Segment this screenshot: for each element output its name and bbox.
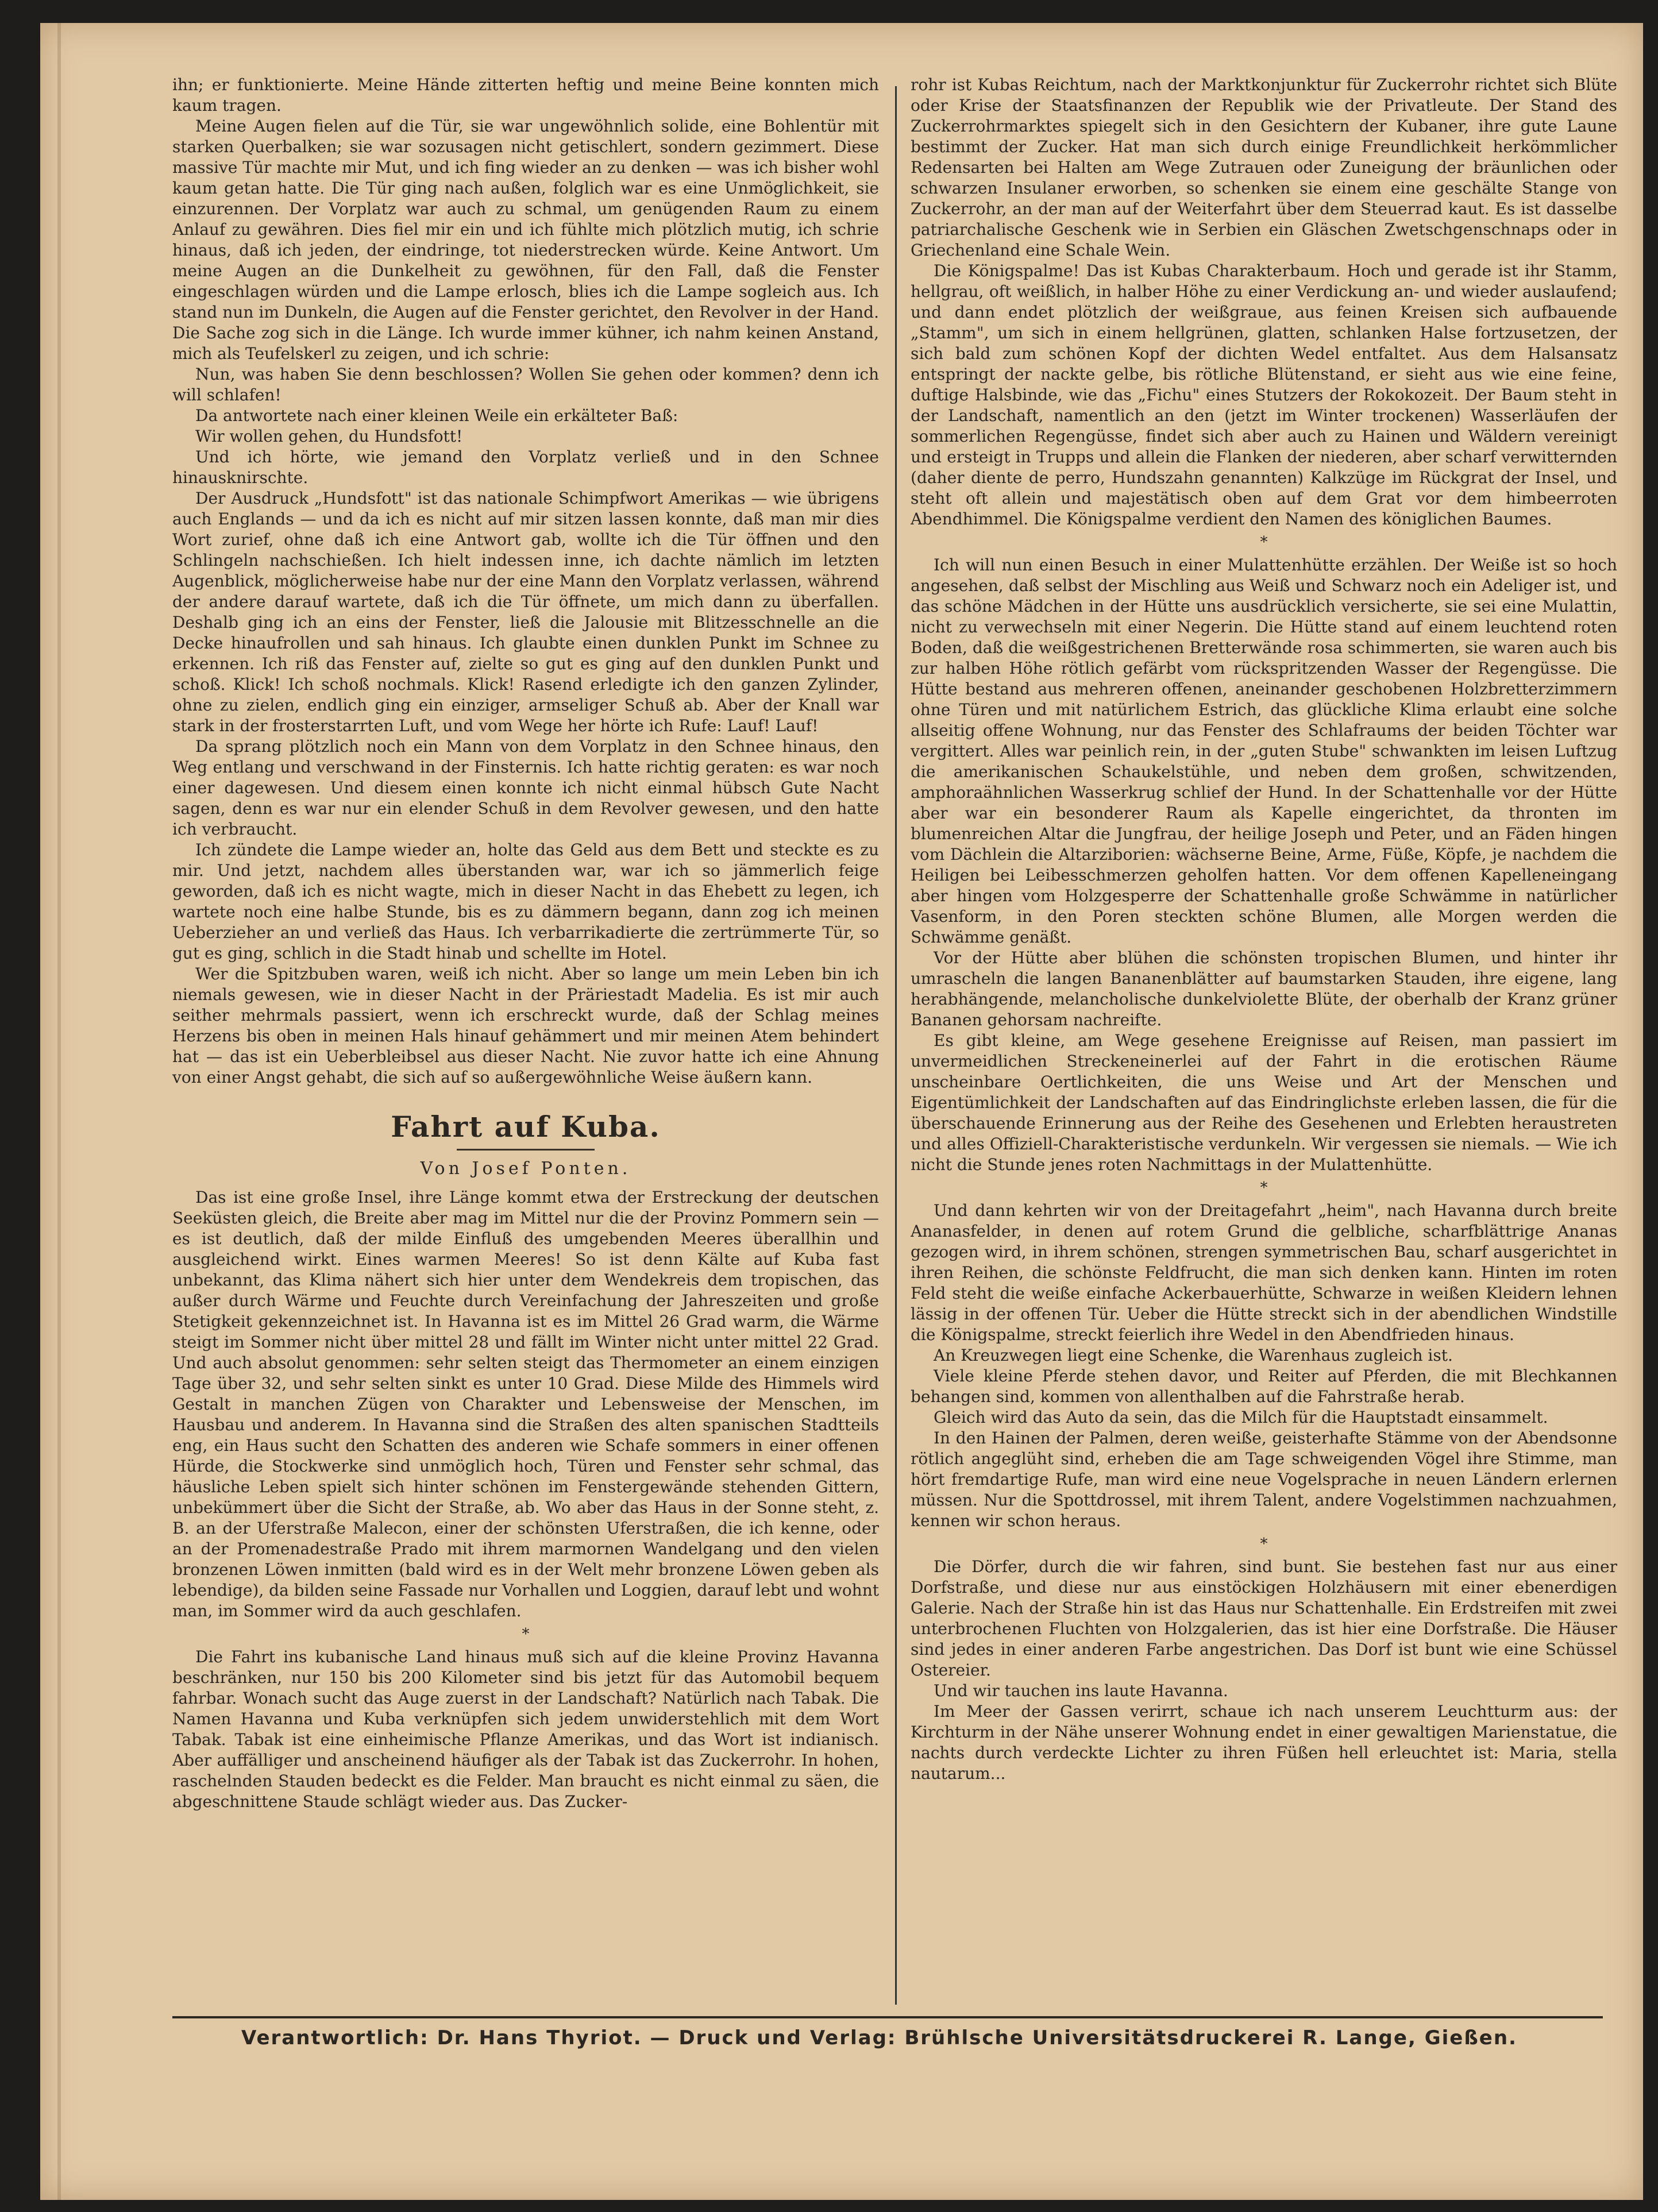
story-paragraph: Da sprang plötzlich noch ein Mann von dem Vorplatz in den Schnee hinaus, den Weg entlang und verschwand in der Finsternis. Ich hatte richtig geraten: es war noch einer dagewesen. Und diesem einen konnte ich nicht einmal hübsch Gute Nacht sagen, denn es war nur ein elender Schuß in dem Revolver gewesen, und den hatte ich verbraucht. [172,737,879,839]
article-paragraph: Das ist eine große Insel, ihre Länge kommt etwa der Erstreckung der deutschen Seeküsten gleich, die Breite aber mag im Mittel nur die der Provinz Pommern sein — es ist deutlich, daß der milde Einfluß des umgebenden Meeres überallhin und ausgleichend wirkt. Eines warmen Meeres! So ist denn Kälte auf Kuba fast unbekannt, das Klima nähert sich hier unter dem Wendekreis dem tropischen, das außer durch Wärme und Feuchte durch Vereinfachung der Jahreszeiten und große Stetigkeit gekennzeichnet ist. In Havanna ist es im Mittel 26 Grad warm, die Wärme steigt im Sommer nicht über mittel 28 und fällt im Winter nicht unter mittel 22 Grad. Und auch absolut genommen: sehr selten steigt das Thermometer an einem einzigen Tage über 32, und sehr selten sinkt es unter 10 Grad. Diese Milde des Himmels wird Gestalt in manchen Zügen von Charakter und Lebensweise der Menschen, im Hausbau und anderem. In Havanna sind die Straßen des alten spanischen Stadtteils eng, ein Haus sucht den Schatten des anderen wie Schafe sommers in einer offenen Hürde, die Stockwerke sind unmöglich hoch, Türen und Fenster sehr schmal, das häusliche Leben spielt sich hinter schönen im Fenstergewände stehenden Gittern, unbekümmert über die Sicht der Straße, ab. Wo aber das Haus in der Sonne steht, z. B. an der Uferstraße Malecon, einer der schönsten Uferstraßen, die ich kenne, oder an der Promenadestraße Prado mit ihrem marmornen Wandelgang und den vielen bronzenen Löwen inmitten (bald wird es in der Welt mehr bronzene Löwen geben als lebendige), da bilden seine Fassade nur Vorhallen und Loggien, darauf lebt und wohnt man, im Sommer wird da auch geschlafen. [172,1188,879,1620]
publisher-imprint: Verantwortlich: Dr. Hans Thyriot. — Druck und Verlag: Brühlsche Universitätsdruckerei R. Lange, Gießen. [241,2026,1517,2049]
left-column [172,75,879,2005]
section-separator: * [1260,1179,1268,1196]
story-paragraph: Meine Augen fielen auf die Tür, sie war ungewöhnlich solide, eine Bohlentür mit starken Querbalken; sie war sozusagen nicht getischlert, sondern gezimmert. Diese massive Tür machte mir Mut, und ich fing wieder an zu denken — was ich bisher wohl kaum getan hatte. Die Tür ging nach außen, folglich war es eine Unmöglichkeit, sie einzurennen. Der Vorplatz war auch zu schmal, um genügenden Raum zu einem Anlauf zu gewähren. Dies fiel mir ein und ich fühlte mich plötzlich mutig, ich schrie hinaus, daß ich jeden, der eindringe, tot niederstrecken würde. Keine Antwort. Um meine Augen an die Dunkelheit zu gewöhnen, für den Fall, daß die Fenster eingeschlagen würden und die Lampe erlosch, blies ich die Lampe sogleich aus. Ich stand nun im Dunkeln, die Augen auf die Fenster gerichtet, den Revolver in der Hand. Die Sache zog sich in die Länge. Ich wurde immer kühner, ich nahm keinen Anstand, mich als Teufelskerl zu zeigen, und ich schrie: [172,117,879,363]
article-paragraph: Und wir tauchen ins laute Havanna. [934,1681,1228,1700]
story-paragraph: Wir wollen gehen, du Hundsfott! [195,427,463,446]
story-paragraph: Da antwortete nach einer kleinen Weile ein erkälteter Baß: [195,406,678,425]
article-paragraph: Vor der Hütte aber blühen die schönsten tropischen Blumen, und hinter ihr umrascheln die langen Bananenblätter auf baumstarken Stauden, ihre eigene, lang herabhängende, melancholische dunkelviolette Blüte, der oberhalb der Kranz grüner Bananen gehorsam nachreifte. [911,948,1617,1029]
footer-rule [172,2016,1603,2018]
right-column [911,75,1617,2005]
story-paragraph: Und ich hörte, wie jemand den Vorplatz verließ und in den Schnee hinausknirschte. [172,447,879,487]
story-paragraph: Nun, was haben Sie denn beschlossen? Wollen Sie gehen oder kommen? denn ich will schlafen! [172,365,879,404]
article-paragraph: Gleich wird das Auto da sein, das die Milch für die Hauptstadt einsammelt. [934,1408,1548,1427]
article-paragraph: Es gibt kleine, am Wege gesehene Ereignisse auf Reisen, man passiert im unvermeidlichen Streckeneinerlei auf der Fahrt in die erotischen Räume unscheinbare Oertlichkeiten, die uns Weise und Art der Menschen und Eigentümlichkeit der Landschaften auf das Eindringlichste erleben lassen, die für die überschauende Erinnerung aus der Reihe des Gesehenen und Erlebten heraustreten und alles Offiziell-Charakteristische verdunkeln. Wir vergessen sie niemals. — Wie ich nicht die Stunde jenes roten Nachmittags in der Mulattenhütte. [911,1031,1617,1174]
story-paragraph: Wer die Spitzbuben waren, weiß ich nicht. Aber so lange um mein Leben bin ich niemals gewesen, wie in dieser Nacht in der Präriestadt Madelia. Es ist mir auch seither mehrmals passiert, wenn ich erschreckt wurde, daß der Schlag meines Herzens bis oben in meinen Hals hinauf gehämmert und mir meinen Atem behindert hat — das ist ein Ueberbleibsel aus dieser Nacht. Nie zuvor hatte ich eine Ahnung von einer Angst gehabt, die sich auf so außergewöhnliche Weise äußern kann. [172,964,879,1087]
article-paragraph: Ich will nun einen Besuch in einer Mulattenhütte erzählen. Der Weiße ist so hoch angesehen, daß selbst der Mischling aus Weiß und Schwarz noch ein Adeliger ist, und das schöne Mädchen in der Hütte uns ausdrücklich versicherte, sie sei eine Mulattin, nicht zu verwechseln mit einer Negerin. Die Hütte stand auf einem leuchtend roten Boden, daß die weißgestrichenen Bretterwände rosa schimmerten, sie waren auch bis zur halben Höhe rötlich gefärbt vom rückspritzenden Wasser der Regengüsse. Die Hütte bestand aus mehreren offenen, aneinander geschobenen Holzbretterzimmern ohne Türen und mit natürlichem Estrich, das glückliche Klima erlaubt eine solche allseitig offene Wohnung, nur das Fenster des Schlafraums der beiden Töchter war vergittert. Alles war peinlich rein, in der „guten Stube" schwankten im leisen Luftzug die amerikanischen Schaukelstühle, und neben dem großen, schwitzenden, amphoraähnlichen Wasserkrug schlief der Hund. In der Schattenhalle vor der Hütte aber war ein besonderer Raum als Kapelle eingerichtet, da thronten im blumenreichen Altar die Jungfrau, der heilige Joseph und Peter, und an Fäden hingen vom Dächlein die Altarziborien: wächserne Beine, Arme, Füße, Köpfe, je nachdem die Heiligen bei Leibesschmerzen geholfen hatten. Vor dem offenen Kapelleneingang aber hingen vom Holzgesperre der Schattenhalle große Schwämme in natürlicher Vasenform, in den Poren steckten schöne Blumen, alle Morgen werden die Schwämme genäßt. [911,555,1617,947]
section-separator: * [1260,1535,1268,1553]
article-paragraph: Die Königspalme! Das ist Kubas Charakterbaum. Hoch und gerade ist ihr Stamm, hellgrau, oft weißlich, in halber Höhe zu einer Verdickung an- und wieder auslaufend; und dann endet plötzlich der weißgraue, aus feinen Kreisen sich aufbauende „Stamm", um sich in einem hellgrünen, glatten, schlanken Halse fortzusetzen, der sich bald zum schönen Kopf der dichten Wedel entfaltet. Aus dem Halsansatz entspringt der nackte gelbe, bis rötliche Blütenstand, er sieht aus wie eine feine, duftige Halsbinde, wie das „Fichu" eines Stutzers der Rokokozeit. Der Baum steht in der Landschaft, namentlich an den (jetzt im Winter trockenen) Wasserläufen der sommerlichen Regengüsse, findet sich aber auch zu Hainen und Wäldern vereinigt und ersteigt in Trupps und allein die Flanken der niederen, aber scharf verwitternden (daher diente de perro, Hundszahn genannten) Kalkzüge im Rückgrat der Insel, und steht oft allein und majestätisch oben auf dem Grat vor dem himbeerroten Abendhimmel. Die Königspalme verdient den Namen des königlichen Baumes. [911,261,1617,528]
headline-rule [457,1149,595,1151]
story-paragraph: Der Ausdruck „Hundsfott" ist das nationale Schimpfwort Amerikas — wie übrigens auch Englands — und da ich es nicht auf mir sitzen lassen konnte, daß man mir dies Wort zurief, ohne daß ich eine Antwort gab, wollte ich die Tür öffnen und den Schlingeln nachschießen. Ich hielt indessen inne, ich dachte nämlich im letzten Augenblick, möglicherweise habe nur der eine Mann den Vorplatz verlassen, während der andere darauf wartete, daß ich die Tür öffnete, um mich dann zu überfallen. Deshalb ging ich an eins der Fenster, ließ die Jalousie mit Blitzesschnelle an die Decke hinaufrollen und sah hinaus. Ich glaubte einen dunklen Punkt im Schnee zu erkennen. Ich riß das Fenster auf, zielte so gut es ging auf den dunklen Punkt und schoß. Klick! Ich schoß nochmals. Klick! Rasend erledigte ich den ganzen Zylinder, ohne zu zielen, endlich ging ein einziger, armseliger Schuß ab. Aber der Knall war stark in der frosterstarrten Luft, und vom Wege her hörte ich Rufe: Lauf! Lauf! [172,489,879,735]
section-separator: * [1260,534,1268,551]
story-paragraph: ihn; er funktionierte. Meine Hände zitterten heftig und meine Beine konnten mich kaum tragen. [172,75,879,115]
article-headline: Fahrt auf Kuba. [391,1110,661,1144]
article-paragraph: Und dann kehrten wir von der Dreitagefahrt „heim", nach Havanna durch breite Ananasfelder, in denen auf rotem Grund die gelbliche, scharfblättrige Ananas gezogen wird, in ihrem schönen, strengen symmetrischen Bau, scharf ausgerichtet in ihren Reihen, die schönste Feldfrucht, die man sich denken kann. Hinten im roten Feld steht die weiße einfache Ackerbauerhütte, Schwarze in weißen Kleidern lehnen lässig in der offenen Tür. Ueber die Hütte streckt sich in der abendlichen Windstille die Königspalme, streckt feierlich ihre Wedel in den Abendfrieden hinaus. [911,1201,1617,1344]
story-paragraph: Ich zündete die Lampe wieder an, holte das Geld aus dem Bett und steckte es zu mir. Und jetzt, nachdem alles überstanden war, war ich so jämmerlich feige geworden, daß ich es nicht wagte, mich in dieser Nacht in das Ehebett zu legen, ich wartete noch eine halbe Stunde, bis es zu dämmern begann, dann zog ich meinen Ueberzieher an und verließ das Haus. Ich verbarrikadierte die zertrümmerte Tür, so gut es ging, schlich in die Stadt hinab und schellte im Hotel. [172,840,879,963]
article-paragraph: In den Hainen der Palmen, deren weiße, geisterhafte Stämme von der Abendsonne rötlich angeglüht sind, erheben die am Tage schweigenden Vögel ihre Stimme, man hört fremdartige Rufe, man wird eine neue Vogelsprache in neuen Ländern erlernen müssen. Nur die Spottdrossel, mit ihrem Talent, andere Vogelstimmen nachzuahmen, kennen wir schon heraus. [911,1429,1617,1530]
article-paragraph: Die Dörfer, durch die wir fahren, sind bunt. Sie bestehen fast nur aus einer Dorfstraße, und diese nur aus einstöckigen Holzhäusern mit einer ebenerdigen Galerie. Nach der Straße hin ist das Haus nur Schattenhalle. Ein Erdstreifen mit zwei unterbrochenen Fluchten von Holzgalerien, das ist hier eine Dorfstraße. Die Häuser sind jedes in einer anderen Farbe angestrichen. Das Dorf ist bunt wie eine Schüssel Ostereier. [911,1557,1617,1680]
article-author: Von Josef Ponten. [420,1159,631,1179]
article-paragraph: An Kreuzwegen liegt eine Schenke, die Warenhaus zugleich ist. [934,1346,1453,1365]
column-divider [895,86,897,2005]
article-paragraph: Im Meer der Gassen verirrt, schaue ich nach unserem Leuchtturm aus: der Kirchturm in der Nähe unserer Wohnung endet in einer gewaltigen Marienstatue, die nachts durch verdeckte Lichter zu ihren Füßen hell erleuchtet ist: Maria, stella nautarum... [911,1702,1617,1783]
article-paragraph: Die Fahrt ins kubanische Land hinaus muß sich auf die kleine Provinz Havanna beschränken, nur 150 bis 200 Kilometer sind bis jetzt für das Automobil bequem fahrbar. Wonach sucht das Auge zuerst in der Landschaft? Natürlich nach Tabak. Die Namen Havanna und Kuba verknüpfen sich jedem unwiderstehlich mit dem Wort Tabak. Tabak ist eine einheimische Pflanze Amerikas, und das Wort ist indianisch. Aber auffälliger und anscheinend häufiger als der Tabak ist das Zuckerrohr. In hohen, raschelnden Stauden bedeckt es die Felder. Man braucht es nicht einmal zu säen, die abgeschnittene Staude schlägt wieder aus. Das Zucker- [172,1647,879,1811]
article-paragraph: Viele kleine Pferde stehen davor, und Reiter auf Pferden, die mit Blechkannen behangen sind, kommen von allenthalben auf die Fahrstraße herab. [911,1366,1617,1406]
page-fold-shadow [57,23,61,2200]
section-separator: * [522,1626,530,1643]
article-paragraph: rohr ist Kubas Reichtum, nach der Marktkonjunktur für Zuckerrohr richtet sich Blüte oder Krise der Staatsfinanzen der Republik wie der Privatleute. Der Stand des Zuckerrohrmarktes spiegelt sich in den Gesichtern der Kubaner, ihre gute Laune bestimmt der Zucker. Hat man sich durch einige Freundlichkeit herkömmlicher Redensarten bei Halten am Wege Zutrauen oder Zuneigung der bräunlichen oder schwarzen Insulaner erworben, so schenken sie einem eine geschälte Stange von Zuckerrohr, an der man auf der Weiterfahrt über dem Steuerrad kaut. Es ist dasselbe patriarchalische Geschenk wie in Serbien ein Gläschen Zwetschgenschnaps oder in Griechenland eine Schale Wein. [911,75,1617,260]
